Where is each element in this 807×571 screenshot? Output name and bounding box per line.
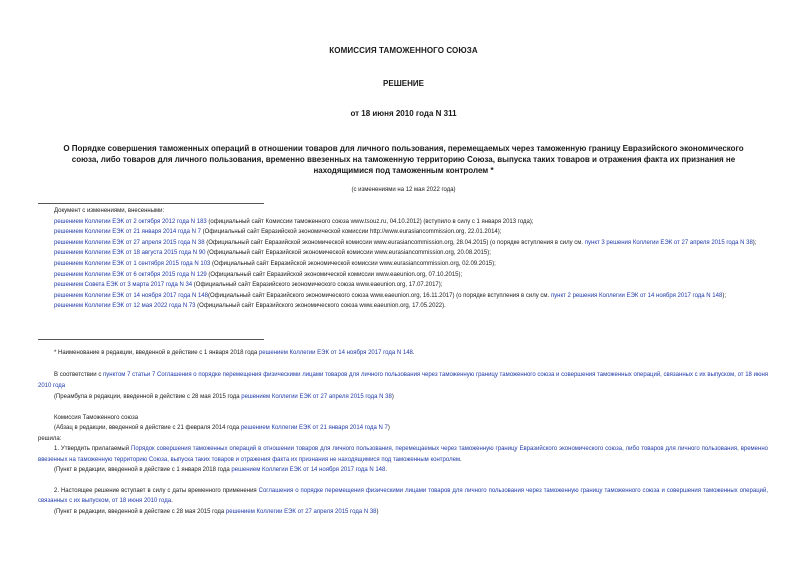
commission-name: Комиссия Таможенного союза — [54, 414, 139, 421]
preamble-edition-note: (Преамбула в редакции, введенной в действие с 28 мая 2015 года решением Коллегии ЕЭК от 27 апреля 2015 года N 38) — [54, 394, 394, 401]
decision-item-2: 2. Настоящее решение вступает в силу с даты временного применения Соглашения о порядке перемещения физическими лицами товаров для личного пользования через таможенную границу таможенного союза и совершения таможенных операций, связанных с их выпуском, от 18 июня 2010 года. — [38, 487, 768, 505]
amendment-link[interactable]: решением Коллегии ЕЭК от 2 октября 2012 года N 183 — [54, 218, 207, 225]
organization-heading: КОМИССИЯ ТАМОЖЕННОГО СОЮЗА — [329, 46, 478, 55]
amendment-secondary-link[interactable]: пункт 2 решения Коллегии ЕЭК от 14 ноября 2017 года N 148 — [550, 292, 723, 299]
agreement-application-link[interactable]: Соглашения о порядке перемещения физическими лицами товаров для личного пользования через таможенную границу таможенного союза и совершения таможенных операций, связанных с их выпуском, от 18 июня 2010 года — [38, 487, 768, 505]
amendment-link[interactable]: решением Коллегии ЕЭК от 14 ноября 2017 года N 148 — [54, 292, 208, 299]
procedure-link[interactable]: Порядок совершения таможенных операций в отношении товаров для личного пользования, перемещаемых через таможенную границу Евразийского экономического союза, либо товаров для личного пользования, временно ввезенных на таможенную территорию Союза, выпуска таких товаров и отражения факта их признания не находящимися под таможенным контролем — [38, 446, 768, 463]
item-1-edition-note: (Пункт в редакции, введенной в действие с 1 января 2018 года решением Коллегии ЕЭК от 14 ноября 2017 года N 148. — [54, 467, 388, 474]
item-2-edition-note: (Пункт в редакции, введенной в действие с 28 мая 2015 года решением Коллегии ЕЭК от 27 апреля 2015 года N 38) — [54, 508, 379, 515]
footnote: * Наименование в редакции, введенной в действие с 1 января 2018 года решением Коллегии ЕЭК от 14 ноября 2017 года N 148. — [54, 350, 415, 356]
paragraph-edition-link[interactable]: решением Коллегии ЕЭК от 21 января 2014 года N 7 — [240, 425, 388, 432]
amendments-bottom-rule — [38, 339, 264, 340]
amendments-intro: Документ с изменениями, внесенными: — [54, 208, 165, 214]
amendment-item: решением Коллегии ЕЭК от 27 апреля 2015 года N 38 (Официальный сайт Евразийской экономической комиссии www.eurasiancommission.org, 28.04.2015) (о порядке вступления в силу см. пункт 3 решения Коллегии ЕЭК от 27 апреля 2015 года N 38); — [54, 239, 757, 246]
preamble-edition-link[interactable]: решением Коллегии ЕЭК от 27 апреля 2015 года N 38 — [241, 394, 392, 401]
preamble — [38, 370, 768, 445]
amendments-block — [38, 206, 768, 312]
document-type-heading: РЕШЕНИЕ — [383, 79, 424, 88]
amendment-link[interactable]: решением Совета ЕЭК от 3 марта 2017 года N 34 — [54, 282, 193, 289]
decided-label: решила: — [38, 435, 62, 442]
amendment-item: решением Совета ЕЭК от 3 марта 2017 года N 34 (Официальный сайт Евразийского экономического союза www.eaeunion.org, 17.07.2017); — [54, 282, 443, 289]
amendment-link[interactable]: решением Коллегии ЕЭК от 6 октября 2015 года N 129 — [54, 271, 207, 278]
changes-note: (с изменениями на 12 мая 2022 года) — [351, 187, 456, 193]
amendment-item: решением Коллегии ЕЭК от 2 октября 2012 года N 183 (официальный сайт Комиссии таможенного союза www.tsouz.ru, 04.10.2012) (вступило в силу с 1 января 2013 года); — [54, 218, 534, 225]
amendment-item: решением Коллегии ЕЭК от 21 января 2014 года N 7 (Официальный сайт Евразийской экономической комиссии http://www.eurasiancommission.org, 22.01.2014); — [54, 229, 502, 236]
amendment-link[interactable]: решением Коллегии ЕЭК от 18 августа 2015 года N 90 — [54, 250, 206, 257]
decision-items — [38, 444, 768, 518]
footnote-link[interactable]: решением Коллегии ЕЭК от 14 ноября 2017 года N 148 — [258, 350, 413, 356]
amendment-link[interactable]: решением Коллегии ЕЭК от 1 сентября 2015 года N 103 — [54, 260, 211, 267]
item-1-edition-link[interactable]: решением Коллегии ЕЭК от 14 ноября 2017 года N 148 — [231, 467, 386, 474]
document-date-heading: от 18 июня 2010 года N 311 — [350, 109, 457, 118]
amendment-link[interactable]: решением Коллегии ЕЭК от 12 мая 2022 года N 73 — [54, 303, 196, 310]
amendment-item: решением Коллегии ЕЭК от 12 мая 2022 года N 73 (Официальный сайт Евразийского экономического союза www.eaeunion.org, 17.05.2022). — [54, 303, 446, 310]
amendment-link[interactable]: решением Коллегии ЕЭК от 21 января 2014 года N 7 — [54, 229, 201, 236]
amendment-link[interactable]: решением Коллегии ЕЭК от 27 апреля 2015 года N 38 — [54, 239, 205, 246]
paragraph-edition-note: (Абзац в редакции, введенной в действие с 21 февраля 2014 года решением Коллегии ЕЭК от 21 января 2014 года N 7) — [54, 425, 390, 432]
amendment-secondary-link[interactable]: пункт 3 решения Коллегии ЕЭК от 27 апреля 2015 года N 38 — [584, 239, 753, 246]
amendments-top-rule — [38, 203, 264, 204]
decision-item-1: 1. Утвердить прилагаемый Порядок совершения таможенных операций в отношении товаров для личного пользования, перемещаемых через таможенную границу Евразийского экономического союза, либо товаров для личного пользования, временно ввезенных на таможенную территорию Союза, выпуска таких товаров и отражения факта их признания не находящимися под таможенным контролем. — [38, 446, 768, 463]
agreement-link[interactable]: пунктом 7 статьи 7 Соглашения о порядке перемещения физическими лицами товаров для личного пользования через таможенную границу таможенного союза и совершения таможенных операций, связанных с их выпуском, от 18 июня 2010 года — [38, 372, 769, 389]
preamble-paragraph: В соответствии с пунктом 7 статьи 7 Соглашения о порядке перемещения физическими лицами товаров для личного пользования через таможенную границу таможенного союза и совершения таможенных операций, связанных с их выпуском, от 18 июня 2010 года — [38, 372, 769, 389]
amendment-item: решением Коллегии ЕЭК от 14 ноября 2017 года N 148(Официальный сайт Евразийского экономического союза www.eaeunion.org, 16.11.2017) (о порядке вступления в силу см. пункт 2 решения Коллегии ЕЭК от 14 ноября 2017 года N 148); — [54, 292, 726, 299]
item-2-edition-link[interactable]: решением Коллегии ЕЭК от 27 апреля 2015 года N 38 — [225, 508, 377, 515]
amendment-item: решением Коллегии ЕЭК от 1 сентября 2015 года N 103 (Официальный сайт Евразийской экономической комиссии www.eurasiancommission.org, 02.09.2015); — [54, 260, 496, 267]
amendment-item: решением Коллегии ЕЭК от 6 октября 2015 года N 129 (Официальный сайт Евразийской экономической комиссии www.eaeunion.org, 07.10.2015); — [54, 271, 463, 278]
document-title: О Порядке совершения таможенных операций в отношении товаров для личного пользования, перемещаемых через таможенную границу Евразийского экономического союза, либо товаров для личного пользования, временно ввезенных на таможенную территорию Союза, выпуска таких товаров и отражения факта их признания не находящимися под таможенным контролем * — [63, 144, 744, 175]
amendment-item: решением Коллегии ЕЭК от 18 августа 2015 года N 90 (Официальный сайт Евразийской экономической комиссии www.eurasiancommission.org, 20.08.2015); — [54, 250, 491, 257]
